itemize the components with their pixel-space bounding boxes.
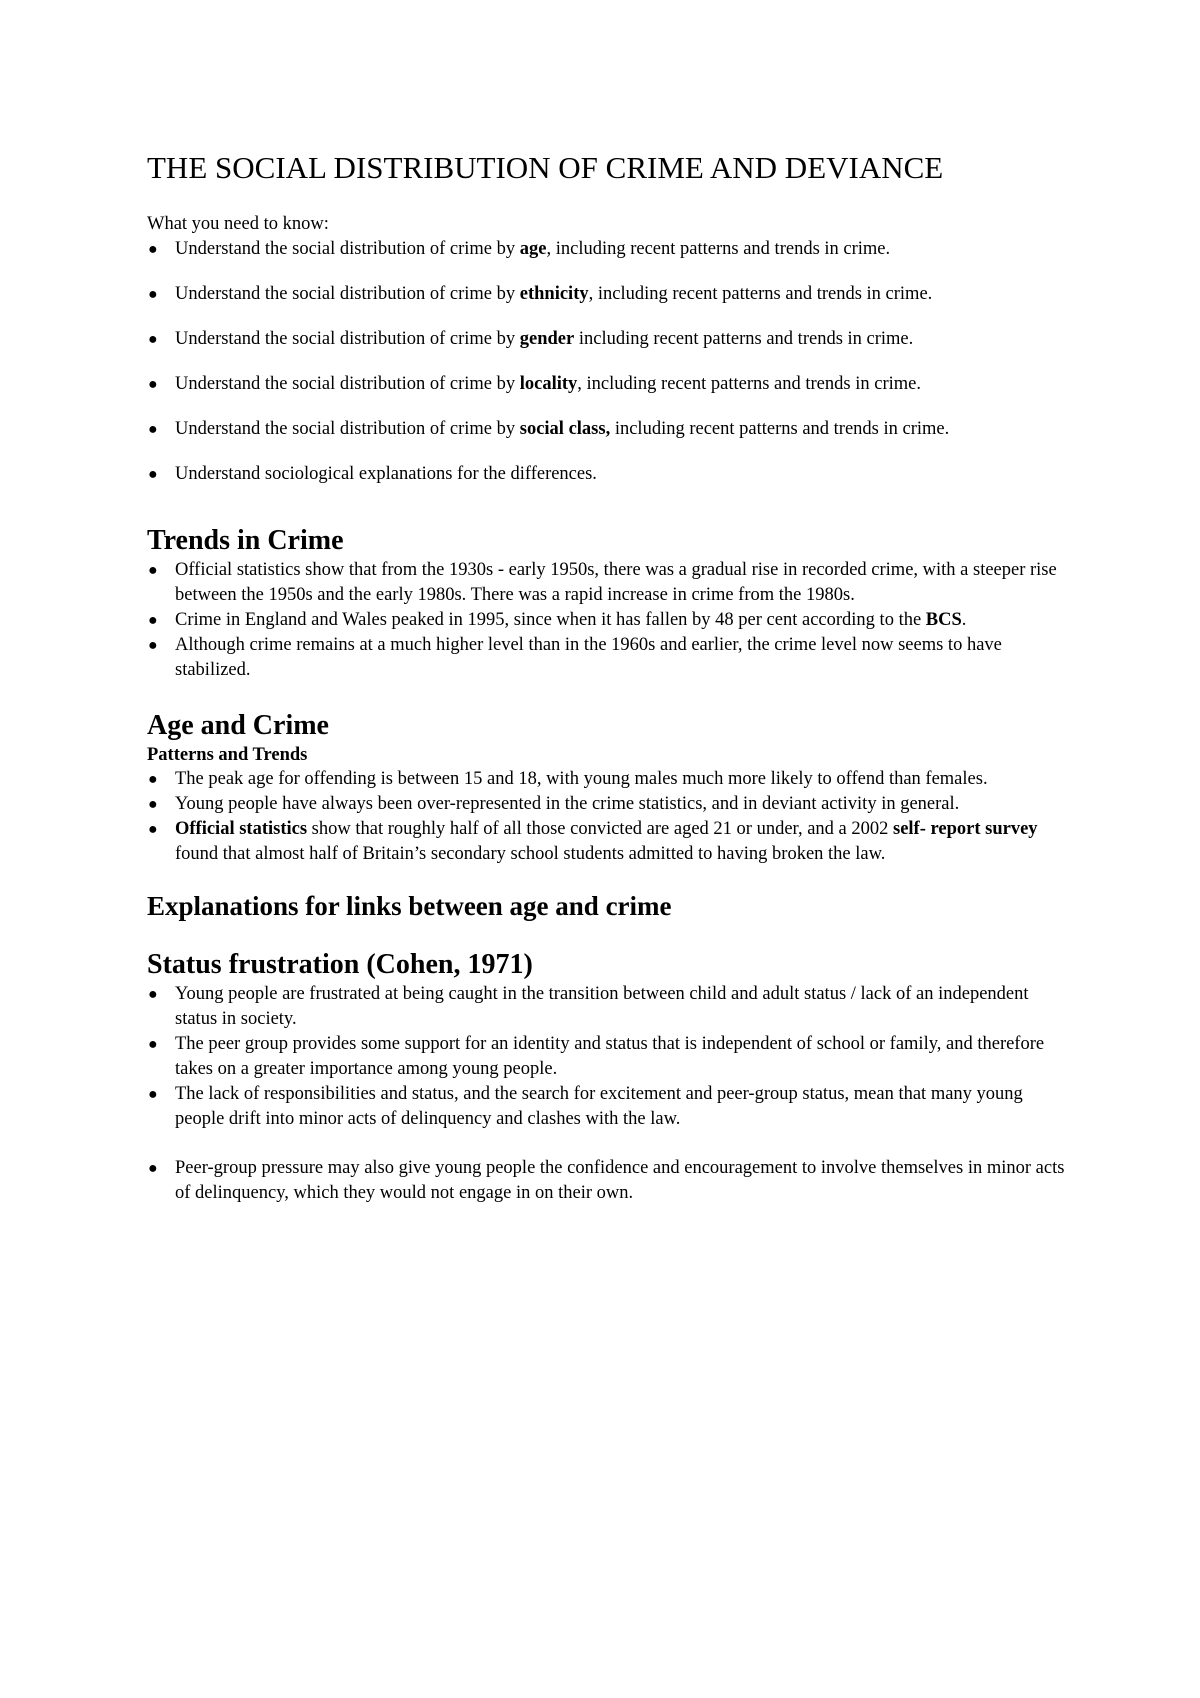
- bullet-icon: ●: [148, 612, 158, 629]
- bullet-icon: ●: [148, 821, 158, 838]
- bullet-icon: ●: [148, 466, 158, 483]
- know-list: [147, 237, 1067, 487]
- trends-list: [147, 558, 1067, 683]
- know-item: ● Understand the social distribution of crime by gender including recent patterns and trends in crime.: [147, 327, 1067, 352]
- age-item: ● The peak age for offending is between 15 and 18, with young males much more likely to offend than females.: [147, 767, 1067, 792]
- bullet-icon: ●: [148, 562, 158, 579]
- trends-item: ● Official statistics show that from the 1930s - early 1950s, there was a gradual rise in recorded crime, with a steeper rise between the 1950s and the early 1980s. There was a rapid increase in crime from the 1980s.: [148, 560, 1057, 605]
- bullet-icon: ●: [148, 286, 158, 303]
- bullet-icon: ●: [148, 637, 158, 654]
- bullet-icon: ●: [148, 796, 158, 813]
- explanations-heading: Explanations for links between age and crime: [147, 891, 672, 921]
- trends-heading: Trends in Crime: [147, 525, 344, 556]
- age-heading: Age and Crime: [147, 710, 329, 741]
- know-item: ● Understand sociological explanations for the differences.: [147, 462, 1067, 487]
- bullet-icon: ●: [148, 771, 158, 788]
- bullet-icon: ●: [148, 986, 158, 1003]
- status-list: [147, 982, 1067, 1206]
- status-heading: Status frustration (Cohen, 1971): [147, 949, 533, 980]
- know-item: ● Understand the social distribution of crime by social class, including recent patterns and trends in crime.: [147, 417, 1067, 442]
- trends-item: ● Although crime remains at a much higher level than in the 1960s and earlier, the crime level now seems to have stabilized.: [148, 635, 1002, 680]
- age-list: [147, 767, 1067, 867]
- status-item: ● Peer-group pressure may also give young people the confidence and encouragement to involve themselves in minor acts of delinquency, which they would not engage in on their own.: [148, 1158, 1065, 1203]
- document-page: [147, 136, 1067, 1206]
- trends-item: ● Crime in England and Wales peaked in 1995, since when it has fallen by 48 per cent according to the BCS.: [147, 608, 1067, 633]
- page-title: THE SOCIAL DISTRIBUTION OF CRIME AND DEVIANCE: [147, 150, 944, 185]
- age-item: ● Official statistics show that roughly half of all those convicted are aged 21 or under, and a 2002 self- report survey found that almost half of Britain’s secondary school students admitted to having broken the law.: [148, 819, 1038, 864]
- know-item: ● Understand the social distribution of crime by ethnicity, including recent patterns and trends in crime.: [147, 282, 1067, 307]
- know-item: ● Understand the social distribution of crime by age, including recent patterns and trends in crime.: [147, 237, 1067, 262]
- bullet-icon: ●: [148, 1086, 158, 1103]
- age-item: ● Young people have always been over-represented in the crime statistics, and in deviant activity in general.: [147, 792, 1067, 817]
- bullet-icon: ●: [148, 1036, 158, 1053]
- bullet-icon: ●: [148, 1160, 158, 1177]
- status-item: ● Young people are frustrated at being caught in the transition between child and adult status / lack of an independent status in society.: [148, 984, 1029, 1029]
- age-subheading: Patterns and Trends: [147, 745, 308, 765]
- bullet-icon: ●: [148, 331, 158, 348]
- bullet-icon: ●: [148, 421, 158, 438]
- bullet-icon: ●: [148, 376, 158, 393]
- bullet-icon: ●: [148, 241, 158, 258]
- status-item: ● The lack of responsibilities and status, and the search for excitement and peer-group status, mean that many young people drift into minor acts of delinquency and clashes with the law.: [148, 1084, 1023, 1129]
- know-item: ● Understand the social distribution of crime by locality, including recent patterns and trends in crime.: [147, 372, 1067, 397]
- intro-text: What you need to know:: [147, 214, 329, 234]
- status-item: ● The peer group provides some support for an identity and status that is independent of school or family, and therefore takes on a greater importance among young people.: [148, 1034, 1045, 1079]
